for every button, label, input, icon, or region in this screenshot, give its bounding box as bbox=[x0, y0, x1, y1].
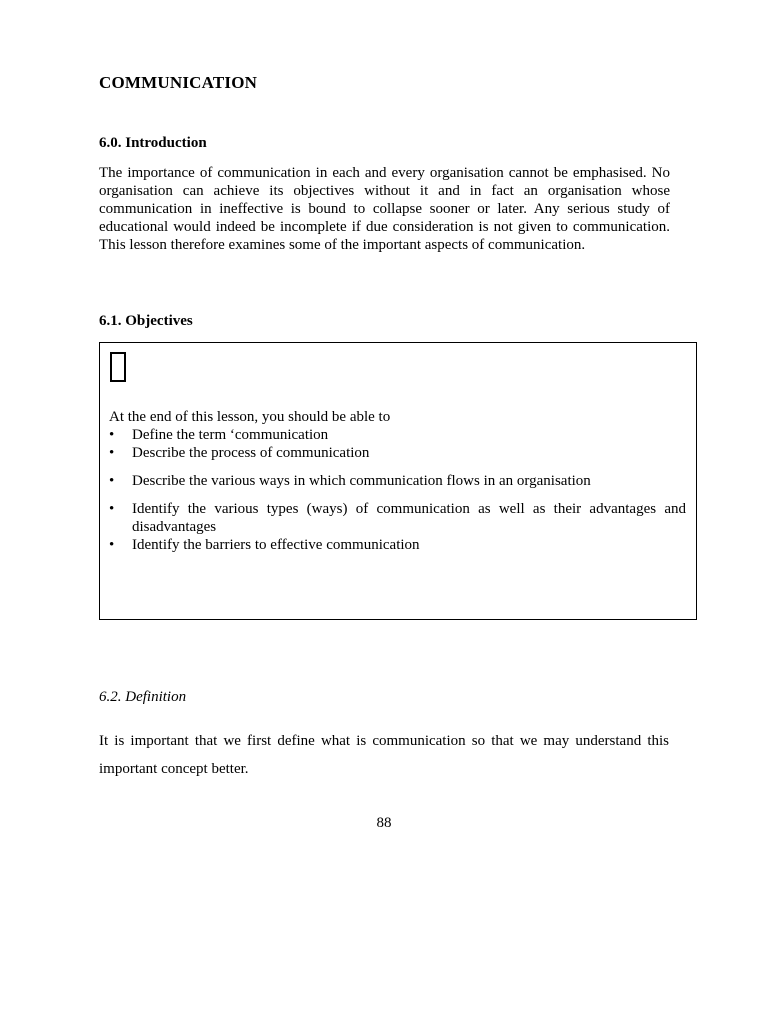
objective-text: Describe the various ways in which communication flows in an organisation bbox=[132, 473, 591, 489]
bullet-icon: • bbox=[109, 427, 115, 443]
page-number: 88 bbox=[376, 815, 392, 831]
missing-glyph-icon bbox=[110, 352, 126, 382]
page-title: COMMUNICATION bbox=[99, 73, 258, 92]
objectives-lead: At the end of this lesson, you should be able to bbox=[109, 409, 391, 425]
bullet-icon: • bbox=[109, 473, 115, 489]
introduction-heading: 6.0. Introduction bbox=[99, 135, 207, 151]
list-item bbox=[109, 500, 686, 536]
list-item bbox=[109, 426, 686, 444]
objectives-heading: 6.1. Objectives bbox=[99, 313, 193, 329]
objectives-box bbox=[99, 342, 697, 620]
list-item bbox=[109, 472, 686, 490]
list-item bbox=[109, 444, 686, 462]
bullet-icon: • bbox=[109, 501, 115, 517]
objective-text: Identify the various types (ways) of communication as well as their advantages and disadvantages bbox=[132, 501, 686, 535]
definition-paragraph: It is important that we first define what is communication so that we may understand this important concept better. bbox=[99, 733, 669, 777]
bullet-icon: • bbox=[109, 537, 115, 553]
definition-heading: 6.2. Definition bbox=[99, 689, 187, 705]
introduction-paragraph: The importance of communication in each and every organisation cannot be emphasised. No organisation can achieve its objectives without it and in fact an organisation whose communication in ineffective is bound to collapse sooner or later. Any serious study of educational would indeed be incomplete if due consideration is not given to communication. This lesson therefore examines some of the important aspects of communication. bbox=[99, 165, 670, 253]
objective-text: Define the term ‘communication bbox=[132, 427, 329, 443]
objective-text: Describe the process of communication bbox=[132, 445, 370, 461]
bullet-icon: • bbox=[109, 445, 115, 461]
objective-text: Identify the barriers to effective communication bbox=[132, 537, 420, 553]
list-item bbox=[109, 536, 686, 554]
